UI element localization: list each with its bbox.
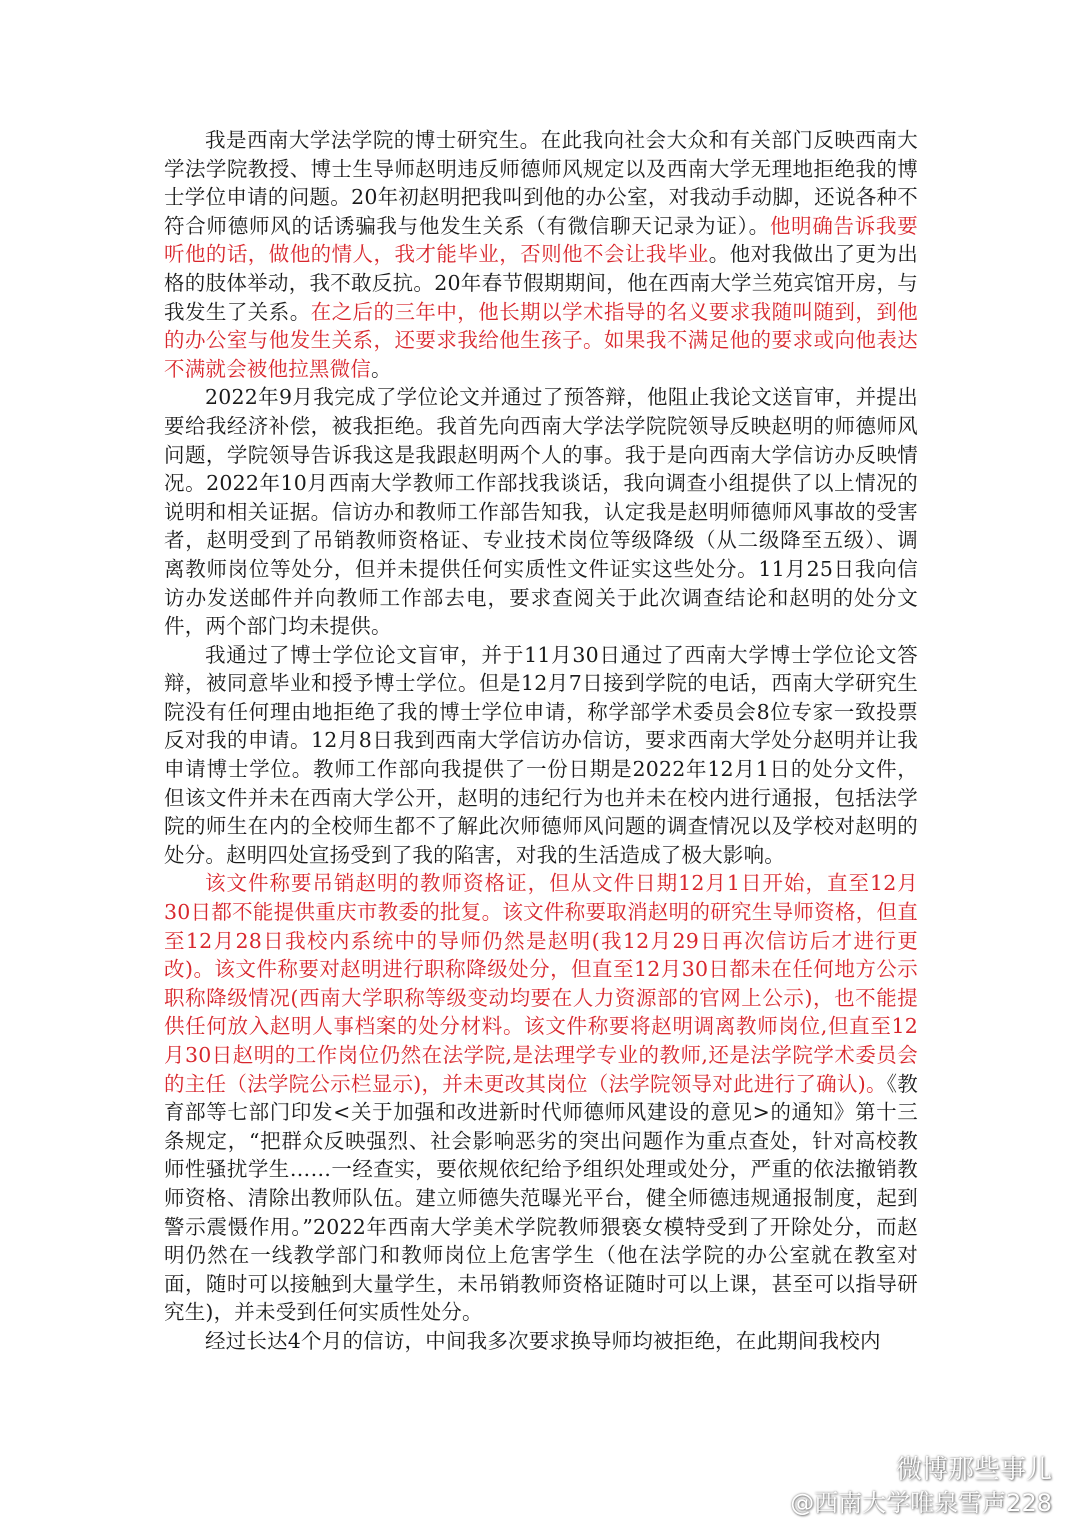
watermark [756, 1453, 1052, 1519]
document-body [164, 126, 918, 1356]
watermark-line-1 [756, 1453, 1052, 1487]
watermark-account-name: 微博那些事儿 [895, 1455, 1052, 1485]
paragraph-4 [164, 869, 918, 1327]
text-segment: 。他对我做出了更为出格的肢体举动，我不敢反抗。20年春节假期期间，他在西南大学兰苑宾馆开房，与我发生了关系。 [164, 242, 918, 324]
watermark-weibo-handle: @西南大学唯泉雪声228 [790, 1489, 1052, 1517]
watermark-line-2 [756, 1487, 1052, 1519]
text-segment: 经过长达4个月的信访，中间我多次要求换导师均被拒绝，在此期间我校内 [205, 1328, 881, 1353]
text-segment: 我通过了博士学位论文盲审，并于11月30日通过了西南大学博士学位论文答辩，被同意毕业和授予博士学位。但是12月7日接到学院的电话，西南大学研究生院没有任何理由地拒绝了我的博士学位申请，称学部学术委员会8位专家一致投票反对我的申请。12月8日我到西南大学信访办信访，要求西南大学处分赵明并让我申请博士学位。教师工作部向我提供了一份日期是2022年12月1日的处分文件，但该文件并未在西南大学公开，赵明的违纪行为也并未在校内进行通报，包括法学院的师生在内的全校师生都不了解此次师德师风问题的调查情况以及学校对赵明的处分。赵明四处宣扬受到了我的陷害，对我的生活造成了极大影响。 [164, 642, 918, 867]
text-segment: 2022年9月我完成了学位论文并通过了预答辩，他阻止我论文送盲审，并提出要给我经济补偿，被我拒绝。我首先向西南大学法学院院领导反映赵明的师德师风问题，学院领导告诉我这是我跟赵明两个人的事。我于是向西南大学信访办反映情况。2022年10月西南大学教师工作部找我谈话，我向调查小组提供了以上情况的说明和相关证据。信访办和教师工作部告知我，认定我是赵明师德师风事故的受害者，赵明受到了吊销教师资格证、专业技术岗位等级降级（从二级降至五级）、调离教师岗位等处分，但并未提供任何实质性文件证实这些处分。11月25日我向信访办发送邮件并向教师工作部去电，要求查阅关于此次调查结论和赵明的处分文件，两个部门均未提供。 [164, 385, 918, 639]
paragraph-2 [164, 383, 918, 640]
paragraph-5 [164, 1327, 918, 1356]
text-segment: 《教育部等七部门印发<关于加强和改进新时代师德师风建设的意见>的通知》第十三条规定，“把群众反映强烈、社会影响恶劣的突出问题作为重点查处，针对高校教师性骚扰学生……一经查实，要依规依纪给予组织处理或处分，严重的依法撤销教师资格、清除出教师队伍。建立师德失范曝光平台，健全师德违规通报制度，起到警示震慑作用。”2022年西南大学美术学院教师猥亵女模特受到了开除处分，而赵明仍然在一线教学部门和教师岗位上危害学生（他在法学院的办公室就在教室对面，随时可以接触到大量学生，未吊销教师资格证随时可以上课，甚至可以指导研究生)，并未受到任何实质性处分。 [164, 1071, 918, 1325]
highlighted-text-segment: 他明确告诉我要听他的话，做他的情人，我才能毕业，否则他不会让我毕业 [164, 213, 918, 267]
text-segment: 我是西南大学法学院的博士研究生。在此我向社会大众和有关部门反映西南大学法学院教授、博士生导师赵明违反师德师风规定以及西南大学无理地拒绝我的博士学位申请的问题。20年初赵明把我叫到他的办公室，对我动手动脚，还说各种不符合师德师风的话诱骗我与他发生关系（有微信聊天记录为证）。 [164, 128, 918, 238]
paragraph-1 [164, 126, 918, 383]
text-segment: 。 [371, 356, 392, 381]
wechat-icon [856, 1456, 890, 1484]
highlighted-text-segment: 在之后的三年中，他长期以学术指导的名义要求我随叫随到，到他的办公室与他发生关系，还要求我给他生孩子。如果我不满足他的要求或向他表达不满就会被他拉黑微信 [164, 299, 918, 381]
weibo-icon [756, 1490, 786, 1516]
paragraph-3 [164, 641, 918, 870]
highlighted-text-segment: 该文件称要吊销赵明的教师资格证，但从文件日期12月1日开始，直至12月30日都不能提供重庆市教委的批复。该文件称要取消赵明的研究生导师资格，但直至12月28日我校内系统中的导师仍然是赵明(我12月29日再次信访后才进行更改)。该文件称要对赵明进行职称降级处分，但直至12月30日都未在任何地方公示职称降级情况(西南大学职称等级变动均要在人力资源部的官网上公示)，也不能提供任何放入赵明人事档案的处分材料。该文件称要将赵明调离教师岗位,但直至12月30日赵明的工作岗位仍然在法学院,是法理学专业的教师,还是法学院学术委员会的主任（法学院公示栏显示)，并未更改其岗位（法学院领导对此进行了确认)。 [164, 871, 918, 1096]
